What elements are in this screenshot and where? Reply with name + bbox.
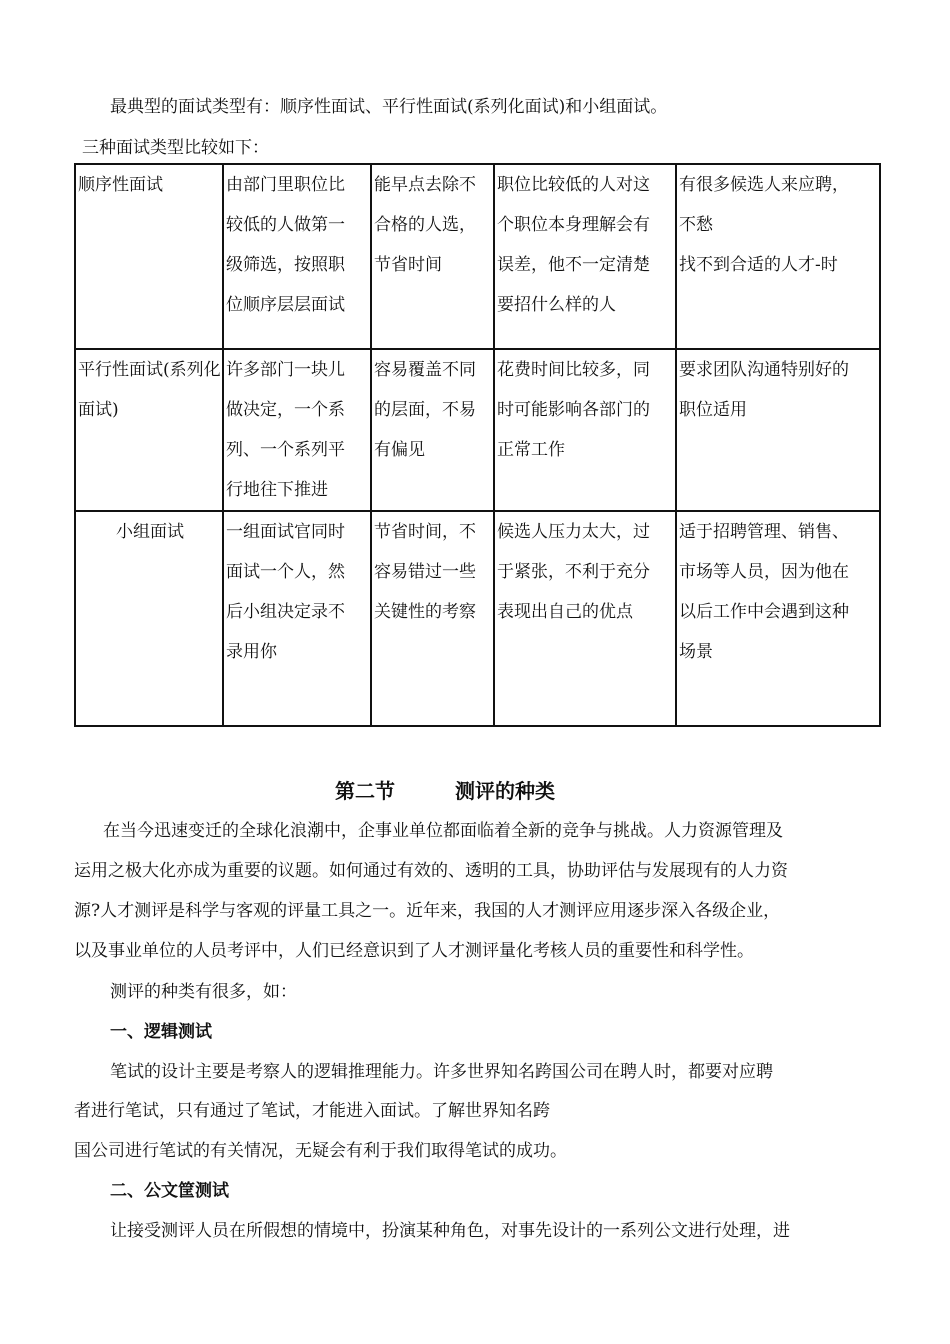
cell-line: 候选人压力太大，过 (497, 522, 650, 542)
para1-line-1: 在当今迅速变迁的全球化浪潮中，企事业单位都面临着全新的竞争与挑战。人力资源管理及 (103, 821, 783, 841)
cell-line: 市场等人员，因为他在 (679, 562, 849, 582)
cell-line: 职位比较低的人对这 (497, 175, 650, 195)
intro-line-2: 三种面试类型比较如下： (82, 138, 269, 158)
cell-line: 有很多候选人来应聘， (679, 175, 849, 195)
heading-in-basket-test: 二、公文筐测试 (110, 1181, 229, 1201)
heading-logic-test: 一、逻辑测试 (110, 1022, 212, 1042)
para1-line-2: 运用之极大化亦成为重要的议题。如何通过有效的、透明的工具，协助评估与发展现有的人力资 (74, 861, 788, 881)
cell-line: 花费时间比较多，同 (497, 360, 650, 380)
table-row (75, 511, 880, 726)
cell-line: 位顺序层层面试 (226, 295, 345, 315)
cell-interview-type: 小组面试 (75, 511, 223, 726)
cell-line: 节省时间，不 (374, 522, 476, 542)
cell-line: 职位适用 (679, 400, 747, 420)
cell-fit (676, 349, 880, 511)
intro-line-1: 最典型的面试类型有：顺序性面试、平行性面试(系列化面试)和小组面试。 (110, 97, 668, 117)
cell-how (223, 511, 371, 726)
cell-line: 时可能影响各部门的 (497, 400, 650, 420)
cell-line: 要招什么样的人 (497, 295, 616, 315)
cell-line: 不愁 (679, 215, 713, 235)
cell-line: 列、一个系列平 (226, 440, 345, 460)
cell-interview-type: 顺序性面试 (75, 164, 223, 349)
cell-line: 适于招聘管理、销售、 (679, 522, 849, 542)
cell-line: 个职位本身理解会有 (497, 215, 650, 235)
table-row (75, 349, 880, 511)
section-name: 测评的种类 (455, 779, 555, 803)
cell-line: 场景 (679, 642, 713, 662)
cell-con (494, 164, 676, 349)
cell-fit (676, 511, 880, 726)
cell-line: 容易覆盖不同 (374, 360, 476, 380)
cell-how (223, 349, 371, 511)
cell-line: 容易错过一些 (374, 562, 476, 582)
table-row (75, 164, 880, 349)
cell-line: 录用你 (226, 642, 277, 662)
cell-line: 节省时间 (374, 255, 442, 275)
cell-line: 找不到合适的人才-时 (679, 255, 838, 275)
cell-line: 于紧张，不利于充分 (497, 562, 650, 582)
para4: 让接受测评人员在所假想的情境中，扮演某种角色，对事先设计的一系列公文进行处理，进 (110, 1221, 790, 1241)
cell-line: 级筛选，按照职 (226, 255, 345, 275)
cell-line: 有偏见 (374, 440, 425, 460)
cell-line: 以后工作中会遇到这种 (679, 602, 849, 622)
cell-pro (371, 164, 494, 349)
cell-line: 一组面试官同时 (226, 522, 345, 542)
para1-line-4: 以及事业单位的人员考评中，人们已经意识到了人才测评量化考核人员的重要性和科学性。 (74, 941, 754, 961)
cell-line: 做决定，一个系 (226, 400, 345, 420)
cell-line: 要求团队沟通特别好的 (679, 360, 849, 380)
cell-line: 后小组决定录不 (226, 602, 345, 622)
cell-line: 合格的人选， (374, 215, 476, 235)
para1-line-3: 源?人才测评是科学与客观的评量工具之一。近年来，我国的人才测评应用逐步深入各级企业， (74, 901, 781, 921)
section-number: 第二节 (335, 779, 395, 803)
cell-pro (371, 511, 494, 726)
para3-line-1: 笔试的设计主要是考察人的逻辑推理能力。许多世界知名跨国公司在聘人时，都要对应聘 (110, 1062, 773, 1082)
para3-line-3: 国公司进行笔试的有关情况，无疑会有利于我们取得笔试的成功。 (74, 1141, 567, 1161)
cell-line: 许多部门一块儿 (226, 360, 345, 380)
cell-line: 面试一个人，然 (226, 562, 345, 582)
cell-line: 能早点去除不 (374, 175, 476, 195)
para2: 测评的种类有很多，如： (110, 982, 297, 1002)
cell-pro (371, 349, 494, 511)
para3-line-2: 者进行笔试，只有通过了笔试，才能进入面试。了解世界知名跨 (74, 1101, 550, 1121)
cell-interview-type: 平行性面试(系列化面试) (75, 349, 223, 511)
cell-line: 关键性的考察 (374, 602, 476, 622)
cell-line: 表现出自己的优点 (497, 602, 633, 622)
section-title (0, 775, 890, 804)
cell-con (494, 349, 676, 511)
cell-how (223, 164, 371, 349)
cell-line: 的层面，不易 (374, 400, 476, 420)
cell-line: 正常工作 (497, 440, 565, 460)
comparison-table (74, 163, 881, 727)
cell-line: 较低的人做第一 (226, 215, 345, 235)
cell-line: 误差，他不一定清楚 (497, 255, 650, 275)
cell-con (494, 511, 676, 726)
cell-fit (676, 164, 880, 349)
cell-line: 由部门里职位比 (226, 175, 345, 195)
cell-line: 行地往下推进 (226, 480, 328, 500)
